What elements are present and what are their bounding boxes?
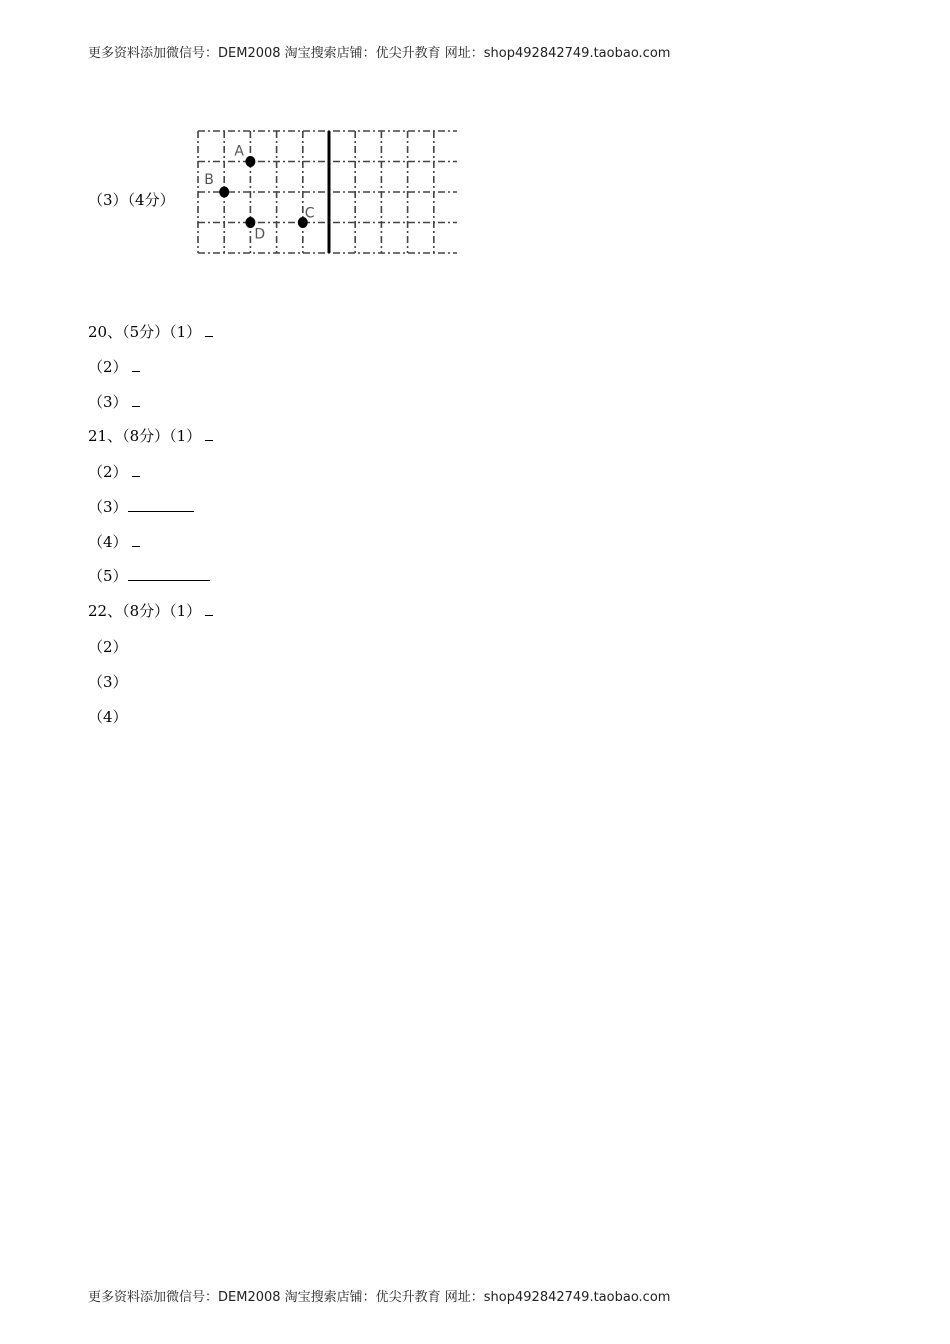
q22-head — [88, 601, 213, 621]
q21-part2-text: （2） — [88, 463, 128, 481]
page-header: 更多资料添加微信号：DEM2008 淘宝搜索店铺：优尖升教育 网址：shop492842749.taobao.com — [88, 46, 671, 61]
q20-head — [88, 322, 213, 342]
q20-head-text: 20、（5分）（1） — [88, 323, 202, 341]
q21-part4-text: （4） — [88, 533, 128, 551]
q21-part3-text: （3） — [88, 498, 128, 516]
q19-part3-label: （3）（4分） — [88, 191, 175, 209]
grid-point-label-d: D — [254, 226, 266, 243]
answer-blank[interactable] — [205, 426, 213, 441]
answer-blank[interactable] — [132, 462, 140, 477]
q20-part3-text: （3） — [88, 393, 128, 411]
q22-part3: （3） — [88, 673, 128, 691]
grid-point-label-b: B — [204, 172, 214, 188]
q22-part2: （2） — [88, 638, 128, 656]
coordinate-grid — [195, 128, 457, 254]
grid-point-label-a: A — [234, 143, 244, 160]
q21-part5-text: （5） — [88, 567, 128, 585]
grid-point-b — [219, 187, 229, 198]
answer-blank[interactable] — [128, 497, 194, 512]
q21-head-text: 21、（8分）（1） — [88, 427, 202, 445]
answer-blank[interactable] — [205, 322, 213, 337]
grid-point-label-c: C — [304, 205, 315, 222]
q21-part2 — [88, 462, 140, 482]
q20-part3 — [88, 392, 140, 412]
answer-blank[interactable] — [132, 357, 140, 372]
answer-blank[interactable] — [128, 566, 210, 581]
q22-head-text: 22、（8分）（1） — [88, 602, 202, 620]
q20-part2-text: （2） — [88, 358, 128, 376]
answer-blank[interactable] — [205, 601, 213, 616]
q21-part4 — [88, 532, 140, 552]
grid-point-a — [245, 156, 255, 167]
answer-blank[interactable] — [132, 532, 140, 547]
q21-head — [88, 426, 213, 446]
page-footer: 更多资料添加微信号：DEM2008 淘宝搜索店铺：优尖升教育 网址：shop492842749.taobao.com — [88, 1290, 671, 1305]
q20-part2 — [88, 357, 140, 377]
q21-part5 — [88, 566, 210, 586]
answer-blank[interactable] — [132, 392, 140, 407]
grid-svg — [195, 128, 457, 254]
q21-part3 — [88, 497, 194, 517]
q22-part4: （4） — [88, 708, 128, 726]
